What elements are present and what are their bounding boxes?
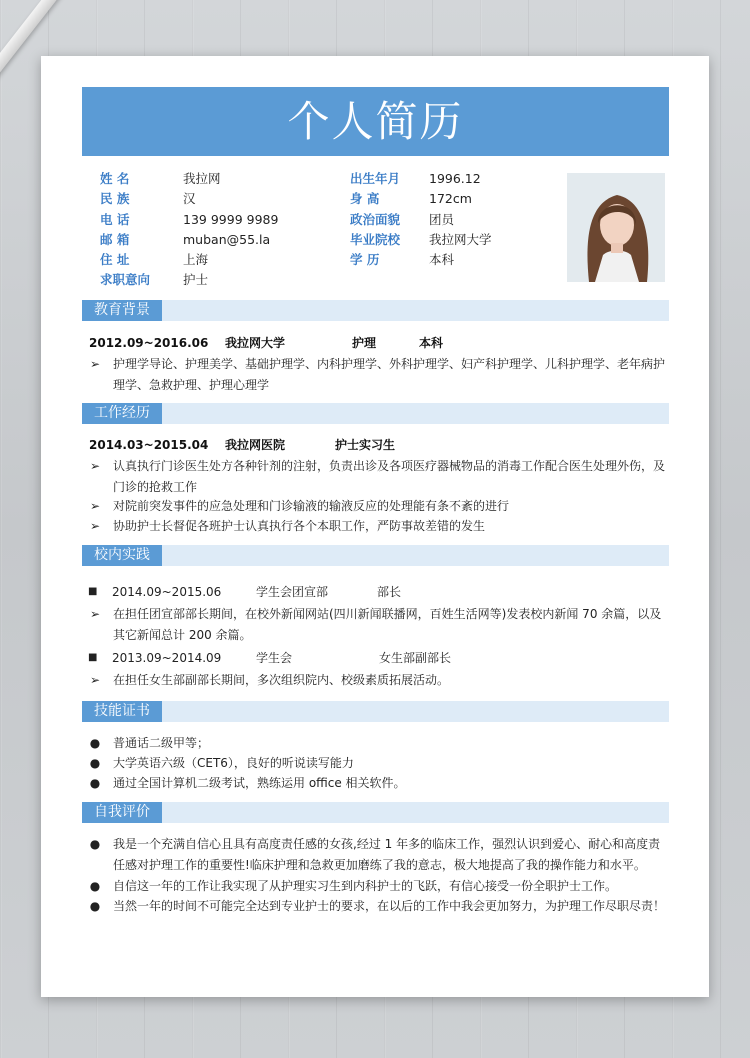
work-position: 护士实习生 (335, 438, 396, 452)
item-text: 协助护士长督促各班护士认真执行各个本职工作，严防事故差错的发生 (113, 519, 486, 533)
arrow-bullet-icon: ➢ (89, 519, 101, 533)
item-text: 对院前突发事件的应急处理和门诊输液的输液反应的处理能有条不紊的进行 (113, 499, 510, 513)
self-item (88, 896, 668, 917)
section-title: 工作经历 (82, 403, 162, 424)
campus-detail (88, 604, 668, 645)
item-text: 我是一个充满自信心且具有高度责任感的女孩,经过 1 年多的临床工作，强烈认识到爱心、耐心和高度责任感对护理工作的重要性!临床护理和急救更加磨练了我的意志，极大地提高了我的操作能力和水平。 (113, 837, 661, 872)
campus-period: 2014.09~2015.06 (112, 585, 222, 599)
section-header-campus (82, 545, 669, 566)
info-value: 我拉网 (183, 171, 221, 186)
info-value: 本科 (429, 252, 455, 268)
info-value: 172cm (429, 191, 472, 207)
info-row-degree (350, 250, 492, 270)
item-text: 自信这一年的工作让我实现了从护理实习生到内科护士的飞跃，有信心接受一份全职护士工作。 (113, 879, 618, 893)
info-label: 民 族 (100, 191, 130, 207)
education-period: 2012.09~2016.06 (89, 336, 209, 350)
info-value: 上海 (183, 252, 209, 268)
section-header-skills (82, 701, 669, 722)
info-row-email (100, 230, 278, 250)
portrait-icon (567, 173, 665, 282)
self-item (88, 834, 668, 875)
info-value: muban@55.la (183, 231, 271, 247)
info-row-birth (350, 169, 492, 189)
campus-org: 学生会团宣部 (256, 585, 329, 599)
info-value: 团员 (429, 211, 455, 227)
arrow-bullet-icon: ➢ (89, 499, 101, 513)
profile-photo (567, 173, 665, 282)
section-header-self (82, 802, 669, 823)
section-header-work (82, 403, 669, 424)
work-item (88, 516, 668, 537)
arrow-bullet-icon: ➢ (89, 357, 101, 371)
info-row-ethnic (100, 189, 278, 209)
item-text: 大学英语六级（CET6），良好的听说读写能力 (113, 756, 354, 770)
dot-bullet-icon: ● (89, 776, 101, 790)
arrow-bullet-icon: ➢ (89, 459, 101, 473)
info-row-phone (100, 210, 278, 230)
info-value: 1996.12 (429, 171, 481, 186)
info-label: 邮 箱 (100, 231, 130, 247)
info-row-politics (350, 210, 492, 230)
info-label: 出生年月 (350, 171, 401, 186)
resume-paper (41, 56, 709, 997)
info-label: 住 址 (100, 252, 130, 268)
skill-item (88, 773, 668, 794)
section-title: 校内实践 (82, 545, 162, 566)
skill-item (88, 753, 668, 774)
info-label: 姓 名 (100, 171, 130, 186)
work-company: 我拉网医院 (225, 438, 286, 452)
info-value: 护士 (183, 272, 209, 288)
item-text: 当然一年的时间不可能完全达到专业护士的要求，在以后的工作中我会更加努力，为护理工作尽职尽责！ (113, 899, 666, 913)
campus-role: 部长 (377, 585, 402, 599)
square-bullet-icon: ■ (88, 652, 98, 663)
info-row-address (100, 250, 278, 270)
item-text: 普通话二级甲等； (113, 736, 210, 750)
info-label: 学 历 (350, 252, 380, 268)
education-major: 护理 (352, 336, 377, 350)
info-row-objective (100, 270, 278, 290)
campus-role: 女生部副部长 (379, 651, 452, 665)
self-item (88, 876, 668, 897)
dot-bullet-icon: ● (89, 736, 101, 750)
item-text: 在担任女生部副部长期间，多次组织院内、校级素质拓展活动。 (113, 673, 450, 687)
dot-bullet-icon: ● (89, 756, 101, 770)
skill-item (88, 733, 668, 754)
info-value: 139 9999 9989 (183, 211, 279, 227)
info-row-name (100, 169, 278, 189)
info-row-height (350, 189, 492, 209)
resume-title: 个人简历 (82, 87, 669, 156)
square-bullet-icon: ■ (88, 586, 98, 597)
item-text: 通过全国计算机二级考试，熟练运用 office 相关软件。 (113, 776, 406, 790)
section-title: 教育背景 (82, 300, 162, 321)
info-label: 求职意向 (100, 272, 151, 288)
dot-bullet-icon: ● (89, 837, 101, 851)
info-label: 身 高 (350, 191, 380, 207)
info-row-school (350, 230, 492, 250)
item-text: 在担任团宣部部长期间，在校外新闻网站(四川新闻联播网，百姓生活网等)发表校内新闻 70 余篇，以及其它新闻总计 200 余篇。 (113, 607, 662, 642)
education-degree: 本科 (419, 336, 444, 350)
info-label: 电 话 (100, 211, 130, 227)
info-label: 毕业院校 (350, 231, 401, 247)
work-period: 2014.03~2015.04 (89, 438, 209, 452)
info-value: 我拉网大学 (429, 231, 492, 247)
campus-period: 2013.09~2014.09 (112, 651, 222, 665)
info-value: 汉 (183, 191, 196, 207)
dot-bullet-icon: ● (89, 879, 101, 893)
work-item (88, 456, 668, 497)
arrow-bullet-icon: ➢ (89, 607, 101, 621)
info-label: 政治面貌 (350, 211, 401, 227)
section-header-education (82, 300, 669, 321)
item-text: 认真执行门诊医生处方各种针剂的注射，负责出诊及各项医疗器械物品的消毒工作配合医生处理外伤，及门诊的抢救工作 (113, 459, 666, 494)
education-course-item (88, 354, 668, 395)
dot-bullet-icon: ● (89, 899, 101, 913)
campus-detail (88, 670, 668, 691)
work-item (88, 496, 668, 517)
campus-org: 学生会 (256, 651, 293, 665)
section-title: 技能证书 (82, 701, 162, 722)
info-left (100, 169, 278, 291)
item-text: 护理学导论、护理美学、基础护理学、内科护理学、外科护理学、妇产科护理学、儿科护理学、老年病护理学、急救护理、护理心理学 (113, 357, 666, 392)
arrow-bullet-icon: ➢ (89, 673, 101, 687)
section-title: 自我评价 (82, 802, 162, 823)
education-school: 我拉网大学 (225, 336, 286, 350)
info-right (350, 169, 492, 270)
